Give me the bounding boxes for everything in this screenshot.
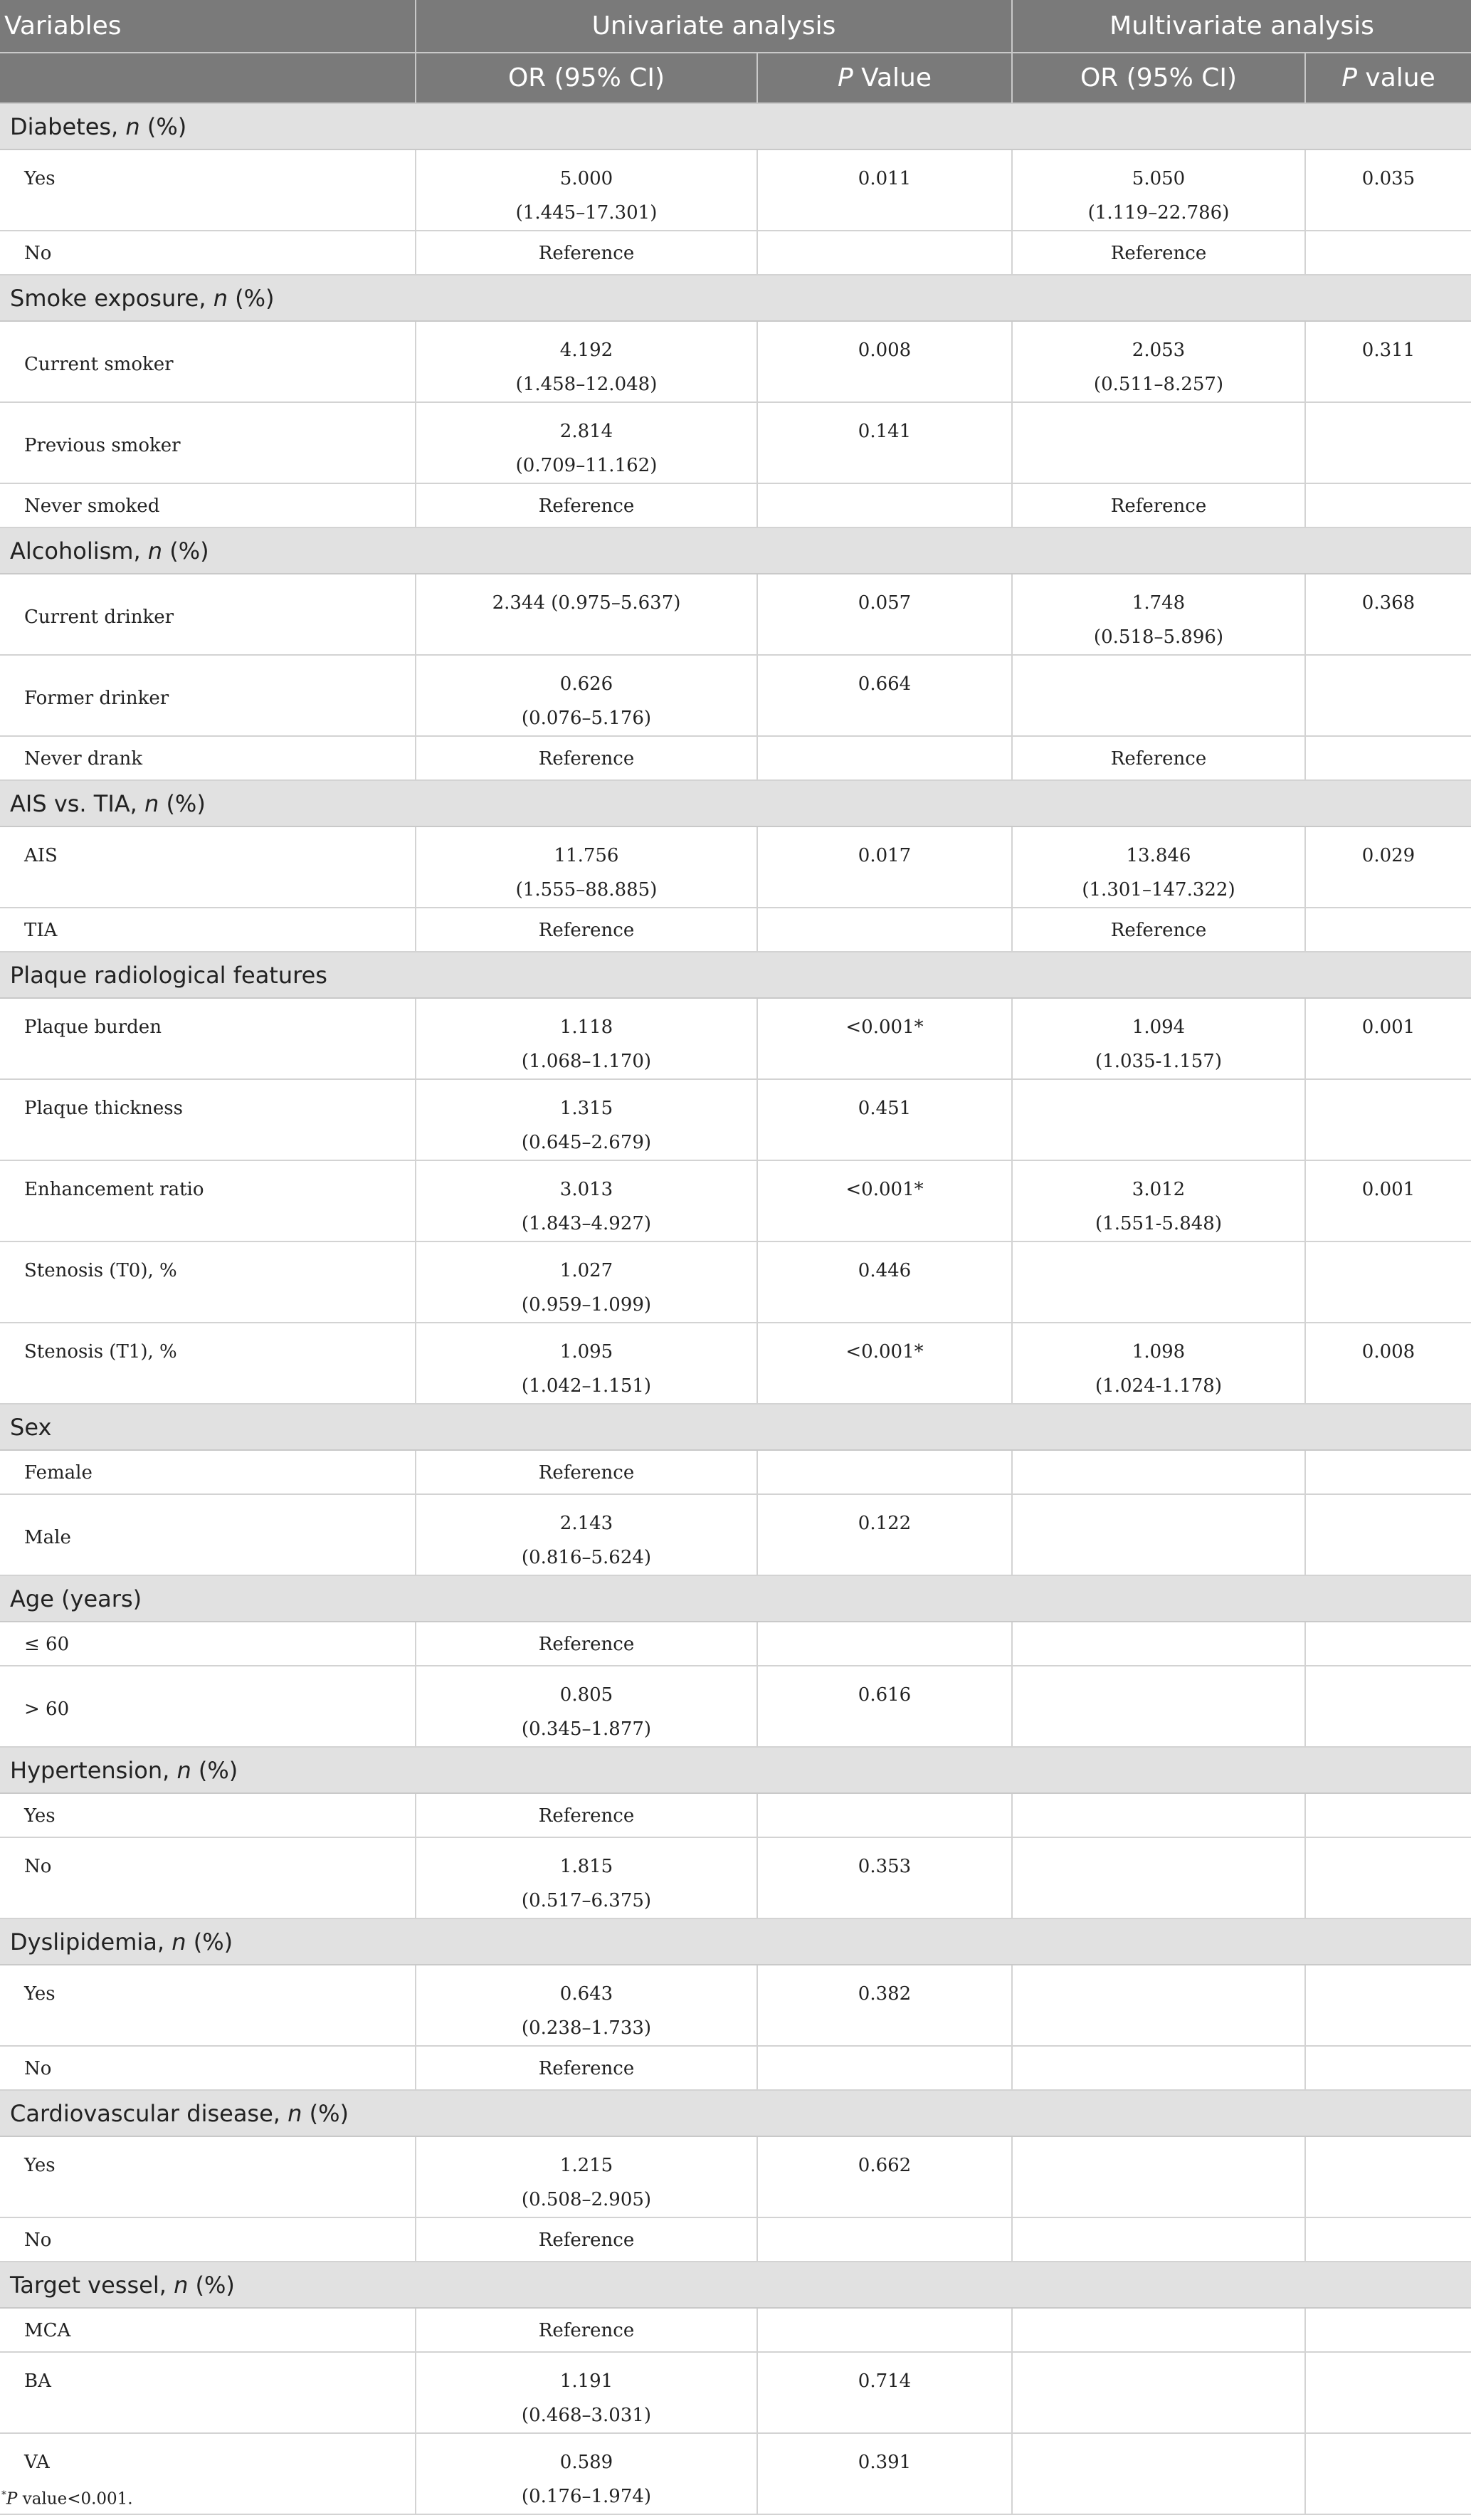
table-row: [0, 1323, 1471, 1404]
row-variable: Stenosis (T0), %: [0, 1241, 416, 1323]
row-variable: Yes: [0, 2136, 416, 2217]
univariate-p: [757, 2046, 1012, 2090]
multivariate-or: [1012, 1494, 1305, 1575]
multivariate-p: [1305, 2136, 1471, 2217]
header-p-value-multi: P value: [1305, 53, 1471, 103]
row-variable: Yes: [0, 149, 416, 231]
multivariate-or: [1012, 2433, 1305, 2514]
table-row: [0, 483, 1471, 527]
row-variable: VA: [0, 2433, 416, 2514]
row-variable: Never drank: [0, 736, 416, 780]
univariate-p: <0.001*: [757, 1160, 1012, 1241]
section-age: [0, 1575, 1471, 1622]
row-variable: Male: [0, 1494, 416, 1575]
section-label: Age (years): [0, 1575, 1471, 1622]
row-variable: Former drinker: [0, 655, 416, 736]
multivariate-or: 1.094 (1.035-1.157): [1012, 998, 1305, 1079]
multivariate-p: [1305, 1622, 1471, 1666]
header-row-1: [0, 0, 1471, 53]
multivariate-or: Reference: [1012, 483, 1305, 527]
multivariate-p: [1305, 1450, 1471, 1494]
table-row: [0, 1837, 1471, 1918]
multivariate-or: [1012, 1793, 1305, 1837]
univariate-p: <0.001*: [757, 998, 1012, 1079]
multivariate-or: [1012, 1837, 1305, 1918]
header-row-2: [0, 53, 1471, 103]
table-row: [0, 2352, 1471, 2433]
row-variable: Never smoked: [0, 483, 416, 527]
multivariate-p: [1305, 1494, 1471, 1575]
multivariate-p: [1305, 2217, 1471, 2262]
table-row: [0, 2217, 1471, 2262]
univariate-p: 0.714: [757, 2352, 1012, 2433]
multivariate-p: [1305, 402, 1471, 483]
univariate-p: 0.382: [757, 1965, 1012, 2046]
section-label: Diabetes, n (%): [0, 103, 1471, 149]
univariate-or: Reference: [416, 231, 757, 275]
multivariate-or: [1012, 402, 1305, 483]
multivariate-or: 2.053 (0.511–8.257): [1012, 321, 1305, 402]
table-row: [0, 2046, 1471, 2090]
multivariate-p: [1305, 231, 1471, 275]
row-variable: No: [0, 1837, 416, 1918]
univariate-p: [757, 231, 1012, 275]
header-or-ci-multi: OR (95% CI): [1012, 53, 1305, 103]
section-target-vessel: [0, 2262, 1471, 2308]
multivariate-or: [1012, 1450, 1305, 1494]
multivariate-or: 1.748 (0.518–5.896): [1012, 574, 1305, 655]
univariate-p: 0.353: [757, 1837, 1012, 1918]
table-row: [0, 1965, 1471, 2046]
multivariate-p: [1305, 2352, 1471, 2433]
section-cardiovascular: [0, 2090, 1471, 2136]
table-row: [0, 1793, 1471, 1837]
table-row: [0, 2136, 1471, 2217]
row-variable: Enhancement ratio: [0, 1160, 416, 1241]
multivariate-or: [1012, 2046, 1305, 2090]
table-row: [0, 826, 1471, 908]
section-label: Alcoholism, n (%): [0, 527, 1471, 574]
multivariate-or: [1012, 1241, 1305, 1323]
header-or-ci-uni: OR (95% CI): [416, 53, 757, 103]
univariate-or: 4.192 (1.458–12.048): [416, 321, 757, 402]
univariate-or: 0.643 (0.238–1.733): [416, 1965, 757, 2046]
multivariate-p: [1305, 483, 1471, 527]
univariate-p: [757, 736, 1012, 780]
table-row: [0, 998, 1471, 1079]
univariate-p: 0.011: [757, 149, 1012, 231]
section-label: Dyslipidemia, n (%): [0, 1918, 1471, 1965]
univariate-or: Reference: [416, 2046, 757, 2090]
row-variable: Current drinker: [0, 574, 416, 655]
multivariate-p: 0.035: [1305, 149, 1471, 231]
univariate-or: Reference: [416, 2308, 757, 2352]
univariate-p: [757, 1622, 1012, 1666]
univariate-p: 0.017: [757, 826, 1012, 908]
table-row: [0, 402, 1471, 483]
univariate-or: 1.095 (1.042–1.151): [416, 1323, 757, 1404]
table-row: [0, 655, 1471, 736]
univariate-or: 2.814 (0.709–11.162): [416, 402, 757, 483]
multivariate-p: [1305, 1241, 1471, 1323]
multivariate-p: [1305, 736, 1471, 780]
multivariate-or: [1012, 2136, 1305, 2217]
multivariate-or: [1012, 1079, 1305, 1160]
univariate-or: Reference: [416, 483, 757, 527]
section-label: Hypertension, n (%): [0, 1747, 1471, 1793]
univariate-or: Reference: [416, 908, 757, 952]
multivariate-p: [1305, 2433, 1471, 2514]
univariate-p: [757, 908, 1012, 952]
section-hypertension: [0, 1747, 1471, 1793]
univariate-p: <0.001*: [757, 1323, 1012, 1404]
multivariate-p: [1305, 1793, 1471, 1837]
univariate-or: 3.013 (1.843–4.927): [416, 1160, 757, 1241]
row-variable: ≤ 60: [0, 1622, 416, 1666]
section-label: Sex: [0, 1404, 1471, 1450]
section-alcoholism: [0, 527, 1471, 574]
section-dyslipidemia: [0, 1918, 1471, 1965]
multivariate-p: 0.029: [1305, 826, 1471, 908]
row-variable: > 60: [0, 1666, 416, 1747]
multivariate-or: 3.012 (1.551-5.848): [1012, 1160, 1305, 1241]
section-smoke-exposure: [0, 275, 1471, 321]
table-row: [0, 1666, 1471, 1747]
univariate-or: 5.000 (1.445–17.301): [416, 149, 757, 231]
multivariate-p: [1305, 655, 1471, 736]
row-variable: TIA: [0, 908, 416, 952]
table-row: [0, 231, 1471, 275]
univariate-p: 0.662: [757, 2136, 1012, 2217]
multivariate-or: [1012, 2308, 1305, 2352]
multivariate-or: [1012, 2352, 1305, 2433]
multivariate-p: [1305, 1079, 1471, 1160]
univariate-p: 0.391: [757, 2433, 1012, 2514]
table-row: [0, 1450, 1471, 1494]
header-multivariate: Multivariate analysis: [1012, 0, 1471, 53]
section-plaque-features: [0, 952, 1471, 998]
section-label: Cardiovascular disease, n (%): [0, 2090, 1471, 2136]
multivariate-p: 0.368: [1305, 574, 1471, 655]
row-variable: No: [0, 2046, 416, 2090]
table-row: [0, 1494, 1471, 1575]
univariate-or: 2.143 (0.816–5.624): [416, 1494, 757, 1575]
univariate-or: 1.191 (0.468–3.031): [416, 2352, 757, 2433]
row-variable: Stenosis (T1), %: [0, 1323, 416, 1404]
multivariate-p: 0.311: [1305, 321, 1471, 402]
row-variable: Yes: [0, 1965, 416, 2046]
header-p-value-uni: P Value: [757, 53, 1012, 103]
univariate-or: 2.344 (0.975–5.637): [416, 574, 757, 655]
univariate-or: Reference: [416, 736, 757, 780]
table-row: [0, 736, 1471, 780]
row-variable: MCA: [0, 2308, 416, 2352]
multivariate-or: 5.050 (1.119–22.786): [1012, 149, 1305, 231]
multivariate-p: [1305, 1666, 1471, 1747]
univariate-or: 1.215 (0.508–2.905): [416, 2136, 757, 2217]
univariate-or: Reference: [416, 1793, 757, 1837]
univariate-or: 0.589 (0.176–1.974): [416, 2433, 757, 2514]
table-row: [0, 1241, 1471, 1323]
multivariate-or: Reference: [1012, 908, 1305, 952]
row-variable: Female: [0, 1450, 416, 1494]
univariate-p: 0.664: [757, 655, 1012, 736]
table-row: [0, 574, 1471, 655]
section-diabetes: [0, 103, 1471, 149]
table-row: [0, 2308, 1471, 2352]
univariate-or: 1.315 (0.645–2.679): [416, 1079, 757, 1160]
multivariate-p: [1305, 2308, 1471, 2352]
section-ais-vs-tia: [0, 780, 1471, 826]
row-variable: Yes: [0, 1793, 416, 1837]
header-univariate: Univariate analysis: [416, 0, 1012, 53]
multivariate-or: [1012, 1666, 1305, 1747]
section-sex: [0, 1404, 1471, 1450]
table-row: [0, 1160, 1471, 1241]
multivariate-or: Reference: [1012, 736, 1305, 780]
table-row: [0, 908, 1471, 952]
univariate-or: 1.815 (0.517–6.375): [416, 1837, 757, 1918]
multivariate-or: [1012, 1965, 1305, 2046]
univariate-p: 0.141: [757, 402, 1012, 483]
univariate-or: Reference: [416, 1622, 757, 1666]
row-variable: Current smoker: [0, 321, 416, 402]
table-footnote: *P value<0.001.: [1, 2489, 133, 2509]
univariate-p: 0.616: [757, 1666, 1012, 1747]
univariate-or: 1.118 (1.068–1.170): [416, 998, 757, 1079]
table-row: [0, 149, 1471, 231]
multivariate-p: [1305, 2046, 1471, 2090]
univariate-p: 0.008: [757, 321, 1012, 402]
row-variable: AIS: [0, 826, 416, 908]
table-row: [0, 2433, 1471, 2514]
row-variable: Plaque thickness: [0, 1079, 416, 1160]
univariate-p: [757, 2308, 1012, 2352]
multivariate-or: 1.098 (1.024-1.178): [1012, 1323, 1305, 1404]
univariate-or: 0.805 (0.345–1.877): [416, 1666, 757, 1747]
table-row: [0, 1079, 1471, 1160]
univariate-or: 0.626 (0.076–5.176): [416, 655, 757, 736]
multivariate-p: [1305, 1837, 1471, 1918]
multivariate-p: 0.008: [1305, 1323, 1471, 1404]
univariate-p: 0.122: [757, 1494, 1012, 1575]
multivariate-or: [1012, 2217, 1305, 2262]
univariate-p: [757, 1450, 1012, 1494]
univariate-or: 1.027 (0.959–1.099): [416, 1241, 757, 1323]
multivariate-p: [1305, 908, 1471, 952]
univariate-p: [757, 1793, 1012, 1837]
row-variable: BA: [0, 2352, 416, 2433]
univariate-or: Reference: [416, 2217, 757, 2262]
table-row: [0, 321, 1471, 402]
section-label: Plaque radiological features: [0, 952, 1471, 998]
section-label: AIS vs. TIA, n (%): [0, 780, 1471, 826]
table-row: [0, 1622, 1471, 1666]
univariate-p: [757, 483, 1012, 527]
row-variable: No: [0, 231, 416, 275]
univariate-or: Reference: [416, 1450, 757, 1494]
multivariate-or: 13.846 (1.301–147.322): [1012, 826, 1305, 908]
univariate-p: 0.057: [757, 574, 1012, 655]
multivariate-or: [1012, 1622, 1305, 1666]
multivariate-p: 0.001: [1305, 1160, 1471, 1241]
multivariate-or: Reference: [1012, 231, 1305, 275]
section-label: Smoke exposure, n (%): [0, 275, 1471, 321]
header-variables-empty: [0, 53, 416, 103]
univariate-or: 11.756 (1.555–88.885): [416, 826, 757, 908]
univariate-p: 0.446: [757, 1241, 1012, 1323]
header-variables: Variables: [0, 0, 416, 53]
univariate-p: [757, 2217, 1012, 2262]
univariate-p: 0.451: [757, 1079, 1012, 1160]
multivariate-or: [1012, 655, 1305, 736]
row-variable: Plaque burden: [0, 998, 416, 1079]
row-variable: Previous smoker: [0, 402, 416, 483]
row-variable: No: [0, 2217, 416, 2262]
multivariate-p: [1305, 1965, 1471, 2046]
section-label: Target vessel, n (%): [0, 2262, 1471, 2308]
multivariate-p: 0.001: [1305, 998, 1471, 1079]
